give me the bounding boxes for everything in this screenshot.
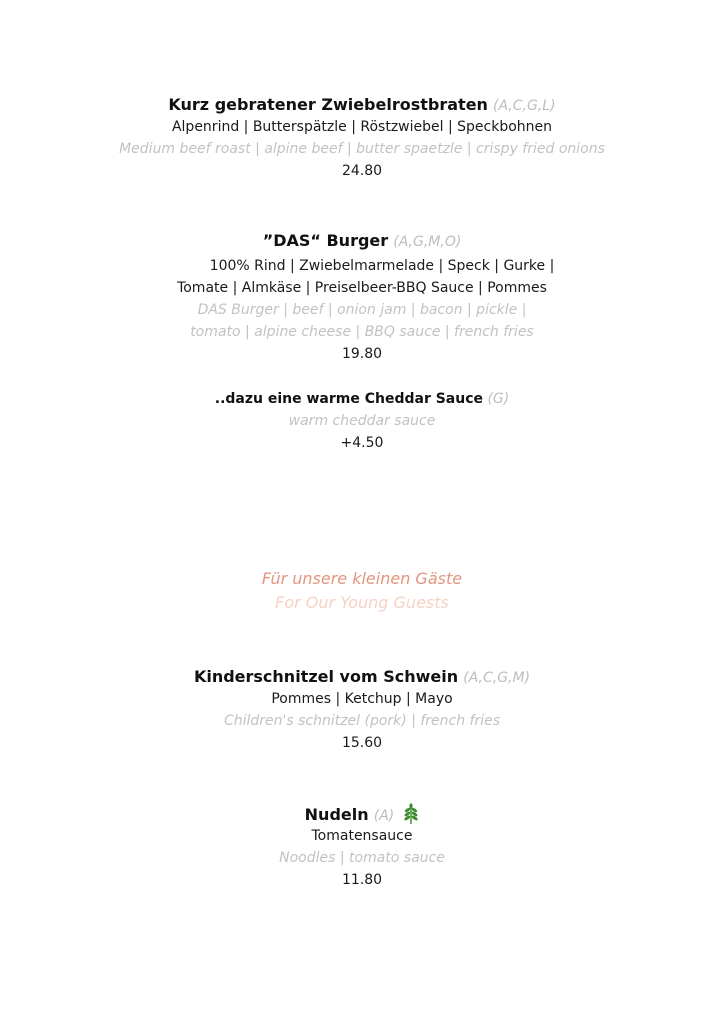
dish-allergens: (A) <box>373 808 395 824</box>
dish-title-line <box>0 803 724 825</box>
dish-price: 15.60 <box>341 735 383 751</box>
dish-title-line <box>0 666 724 688</box>
menu-item-zwiebelrostbraten <box>0 94 724 182</box>
dish-description-en-line-2: tomato | alpine cheese | BBQ sauce | french fries <box>190 324 534 340</box>
menu-item-kinderschnitzel <box>0 666 724 754</box>
dish-description-en: Medium beef roast | alpine beef | butter spaetzle | crispy fried onions <box>119 141 605 157</box>
dish-price: 19.80 <box>341 346 383 362</box>
addon-title-line <box>0 388 724 410</box>
dish-title-line <box>0 230 724 252</box>
dish-description-de: Tomatensauce <box>311 828 413 844</box>
dish-title: Kurz gebratener Zwiebelrostbraten <box>168 95 488 114</box>
dish-description-de: Pommes | Ketchup | Mayo <box>271 691 453 707</box>
addon-allergens: (G) <box>487 391 510 407</box>
menu-item-cheddar-addon <box>0 388 724 454</box>
section-title-de: Für unsere kleinen Gäste <box>261 569 463 588</box>
section-title-en: For Our Young Guests <box>275 593 449 612</box>
dish-title: ”DAS“ Burger <box>262 231 389 250</box>
dish-price: 11.80 <box>341 872 383 888</box>
dish-allergens: (A,G,M,O) <box>393 234 462 250</box>
dish-title-line <box>0 94 724 116</box>
addon-description-en: warm cheddar sauce <box>288 413 436 429</box>
dish-allergens: (A,C,G,M) <box>463 670 531 686</box>
dish-allergens: (A,C,G,L) <box>493 98 556 114</box>
dish-description-de-line-1: 100% Rind | Zwiebelmarmelade | Speck | Gurke | <box>209 258 555 274</box>
dish-description-en: Children's schnitzel (pork) | french fries <box>223 713 501 729</box>
dish-title: Nudeln <box>304 805 369 824</box>
menu-item-nudeln <box>0 803 724 891</box>
dish-price: 24.80 <box>341 163 383 179</box>
dish-description-en: Noodles | tomato sauce <box>279 850 445 866</box>
dish-title: Kinderschnitzel vom Schwein <box>193 667 459 686</box>
addon-price: +4.50 <box>340 435 384 451</box>
leaf-icon <box>403 803 419 825</box>
dish-description-de-line-2: Tomate | Almkäse | Preiselbeer-BBQ Sauce | Pommes <box>177 280 547 296</box>
addon-title: ..dazu eine warme Cheddar Sauce <box>214 391 484 407</box>
dish-description-en-line-1: DAS Burger | beef | onion jam | bacon | pickle | <box>197 302 527 318</box>
menu-item-burger <box>0 230 724 365</box>
dish-description-de: Alpenrind | Butterspätzle | Röstzwiebel | Speckbohnen <box>171 119 553 135</box>
section-heading <box>0 567 724 615</box>
